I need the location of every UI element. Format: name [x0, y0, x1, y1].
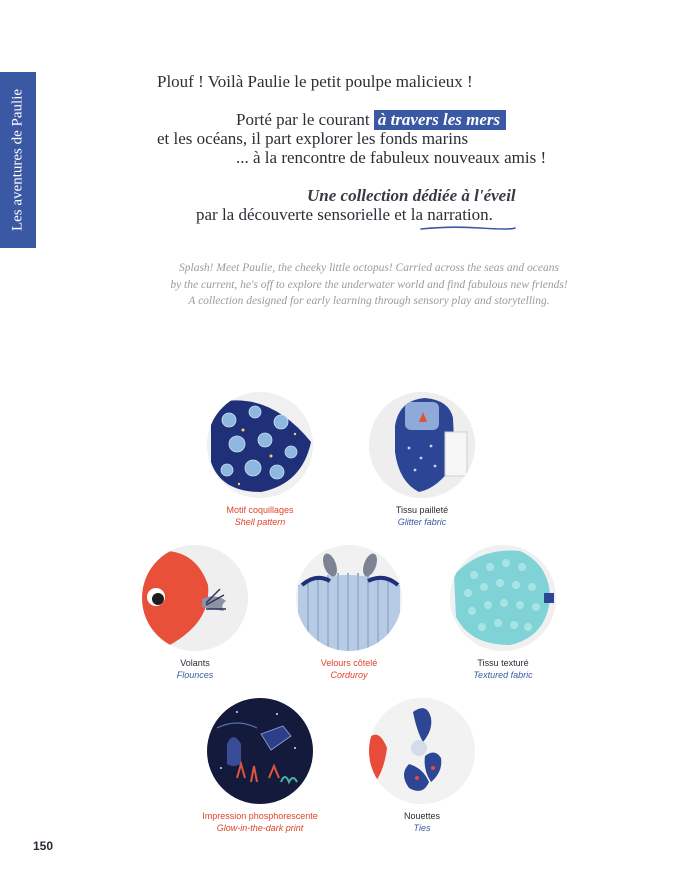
caption-corduroy [269, 658, 429, 681]
english-translation [130, 260, 608, 310]
caption-flounces [115, 658, 275, 681]
hand-drawn-underline [420, 224, 516, 232]
glow-in-the-dark-swatch [207, 698, 313, 804]
caption-fr: Impression phosphorescente [202, 811, 318, 821]
intro-line-2-prefix: Porté par le courant [236, 110, 374, 129]
caption-en: Textured fabric [473, 669, 533, 680]
caption-fr: Motif coquillages [226, 505, 294, 515]
ties-swatch [369, 698, 475, 804]
side-tab-label: Les aventures de Paulie [9, 88, 26, 232]
glitter-fabric-swatch [369, 392, 475, 498]
caption-en: Shell pattern [234, 516, 286, 527]
caption-en: Flounces [176, 669, 214, 680]
caption-glitter-fabric [342, 505, 502, 528]
shell-pattern-swatch [207, 392, 313, 498]
caption-en: Corduroy [330, 669, 368, 680]
textured-fabric-swatch [450, 545, 556, 651]
side-tab [0, 72, 36, 248]
caption-fr: Velours côtelé [320, 658, 378, 668]
intro-line-6: par la découverte sensorielle et la narration. [196, 205, 493, 224]
caption-en: Ties [413, 822, 431, 833]
intro-line-4: ... à la rencontre de fabuleux nouveaux amis ! [236, 148, 547, 167]
intro-line-1: Plouf ! Voilà Paulie le petit poulpe malicieux ! [157, 72, 473, 91]
page-number: 150 [33, 839, 54, 853]
caption-shell-pattern [180, 505, 340, 528]
caption-fr: Nouettes [403, 811, 441, 821]
caption-glow-in-the-dark [180, 811, 340, 834]
caption-textured-fabric [423, 658, 583, 681]
english-line-2: by the current, he's off to explore the underwater world and find fabulous new friends! [170, 278, 568, 291]
caption-en: Glitter fabric [397, 516, 447, 527]
caption-en: Glow-in-the-dark print [216, 822, 304, 833]
caption-ties [342, 811, 502, 834]
intro-line-5: Une collection dédiée à l'éveil [307, 186, 516, 205]
intro-line-2 [236, 110, 506, 130]
intro-line-3: et les océans, il part explorer les fonds marins [157, 129, 469, 148]
caption-fr: Tissu pailleté [395, 505, 449, 515]
flounces-swatch [142, 545, 248, 651]
intro-highlight: à travers les mers [374, 110, 506, 130]
caption-fr: Tissu texturé [477, 658, 529, 668]
caption-fr: Volants [180, 658, 210, 668]
corduroy-swatch [296, 545, 402, 651]
english-line-1: Splash! Meet Paulie, the cheeky little octopus! Carried across the seas and oceans [179, 262, 559, 274]
english-line-3: A collection designed for early learning through sensory play and storytelling. [188, 295, 550, 307]
